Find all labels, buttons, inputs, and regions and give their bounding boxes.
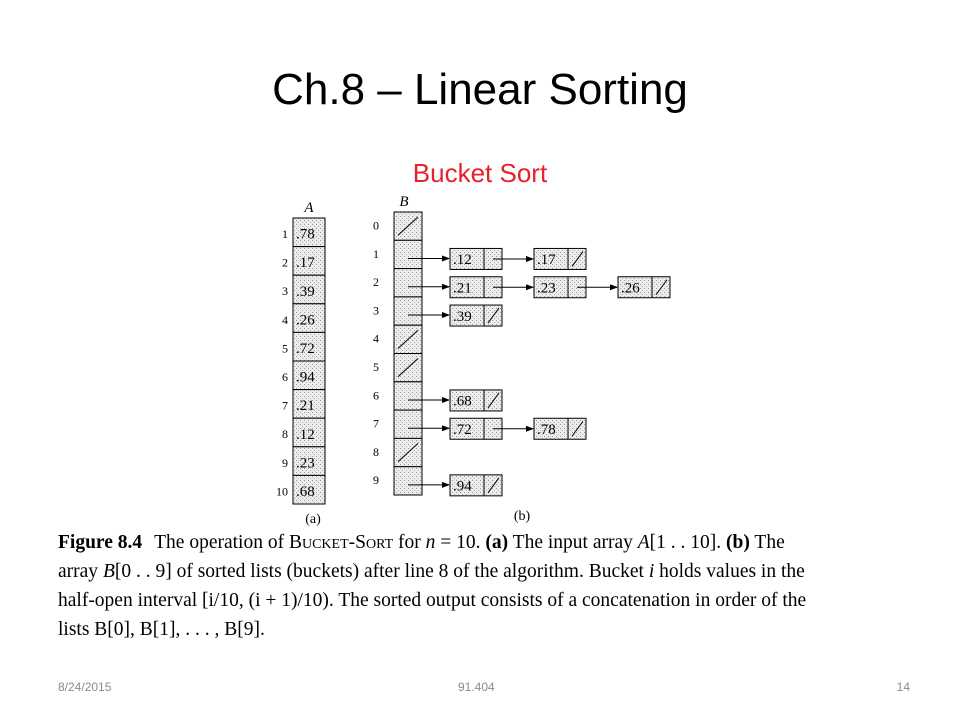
caption-text: = 10. bbox=[435, 532, 486, 553]
caption-line-1 bbox=[58, 528, 928, 557]
array-a-value: .17 bbox=[296, 255, 315, 272]
array-a-value: .12 bbox=[296, 426, 315, 443]
array-a-index: 10 bbox=[276, 484, 288, 499]
list-node-value: .68 bbox=[453, 393, 472, 410]
array-b-cell bbox=[394, 410, 422, 438]
array-a-index: 6 bbox=[282, 370, 288, 385]
array-b-index: 1 bbox=[373, 246, 379, 261]
array-a-value: .68 bbox=[296, 483, 315, 500]
array-b-index: 5 bbox=[373, 360, 379, 375]
array-b-cell bbox=[394, 240, 422, 268]
caption-part-b: (b) bbox=[726, 532, 750, 553]
array-a-index: 7 bbox=[282, 398, 288, 413]
array-a-index: 3 bbox=[282, 284, 288, 299]
array-b-cell bbox=[394, 297, 422, 325]
caption-line-3: half-open interval [i/10, (i + 1)/10). The sorted output consists of a concatenation in order of the bbox=[58, 590, 807, 611]
array-b-index: 9 bbox=[373, 473, 379, 488]
array-b-index: 8 bbox=[373, 444, 379, 459]
array-b-index: 3 bbox=[373, 303, 379, 318]
algorithm-name: Bucket-Sort bbox=[288, 532, 394, 553]
array-a-index: 9 bbox=[282, 455, 288, 470]
array-a-value: .26 bbox=[296, 312, 315, 329]
array-b-caption: (b) bbox=[513, 509, 531, 524]
list-node-value: .26 bbox=[621, 280, 640, 297]
footer-date: 8/24/2015 bbox=[58, 680, 112, 694]
caption-var: i bbox=[648, 561, 655, 582]
figure-caption bbox=[58, 528, 928, 644]
list-node-value: .72 bbox=[453, 422, 472, 438]
caption-text: [1 . . 10]. bbox=[649, 532, 727, 553]
array-b-label: B bbox=[399, 194, 409, 210]
array-b-index: 7 bbox=[373, 416, 379, 431]
list-node-value: .94 bbox=[453, 478, 472, 495]
array-a-index: 2 bbox=[282, 255, 288, 270]
array-b-cell bbox=[394, 269, 422, 297]
array-a-index: 4 bbox=[282, 312, 288, 327]
caption-text: array bbox=[58, 561, 103, 582]
caption-var: A bbox=[637, 532, 650, 553]
caption-part-a: (a) bbox=[485, 532, 509, 553]
array-a-value: .21 bbox=[296, 398, 315, 415]
caption-text: The bbox=[749, 532, 785, 553]
array-a-value: .39 bbox=[296, 283, 315, 300]
caption-var: B bbox=[102, 561, 115, 582]
caption-text: for bbox=[393, 532, 426, 553]
array-b-index: 2 bbox=[373, 275, 379, 290]
list-node-value: .39 bbox=[453, 308, 472, 325]
array-a-caption: (a) bbox=[305, 512, 321, 527]
array-a-value: .94 bbox=[296, 369, 315, 386]
footer-page-number: 14 bbox=[896, 680, 910, 694]
caption-text: [0 . . 9] of sorted lists (buckets) after line 8 of the algorithm. Bucket bbox=[114, 561, 649, 582]
slide-title: Ch.8 – Linear Sorting bbox=[272, 65, 688, 114]
slide-subtitle: Bucket Sort bbox=[412, 158, 548, 188]
array-a-label: A bbox=[304, 200, 314, 216]
array-a-value: .23 bbox=[296, 455, 315, 472]
array-a-index: 8 bbox=[282, 427, 288, 442]
figure-label: Figure 8.4 bbox=[58, 532, 143, 553]
array-b-index: 4 bbox=[373, 331, 379, 346]
array-b-index: 6 bbox=[373, 388, 379, 403]
caption-line-2 bbox=[58, 557, 928, 586]
array-b-cell bbox=[394, 467, 422, 495]
caption-text: The input array bbox=[508, 532, 638, 553]
list-node-value: .21 bbox=[453, 280, 472, 297]
list-node-value: .78 bbox=[537, 422, 556, 438]
list-node-value: .12 bbox=[453, 252, 472, 269]
array-a-value: .78 bbox=[296, 226, 315, 243]
caption-var: n bbox=[425, 532, 436, 553]
array-a-value: .72 bbox=[296, 340, 315, 357]
array-b-index: 0 bbox=[373, 218, 379, 233]
array-a-index: 5 bbox=[282, 341, 288, 356]
footer-course: 91.404 bbox=[458, 680, 495, 694]
caption-line-4: lists B[0], B[1], . . . , B[9]. bbox=[58, 619, 265, 640]
caption-text: The operation of bbox=[154, 532, 289, 553]
list-node-value: .17 bbox=[537, 252, 556, 269]
caption-text: holds values in the bbox=[654, 561, 805, 582]
array-a-index: 1 bbox=[282, 227, 288, 242]
list-node-value: .23 bbox=[537, 280, 556, 297]
array-b-cell bbox=[394, 382, 422, 410]
